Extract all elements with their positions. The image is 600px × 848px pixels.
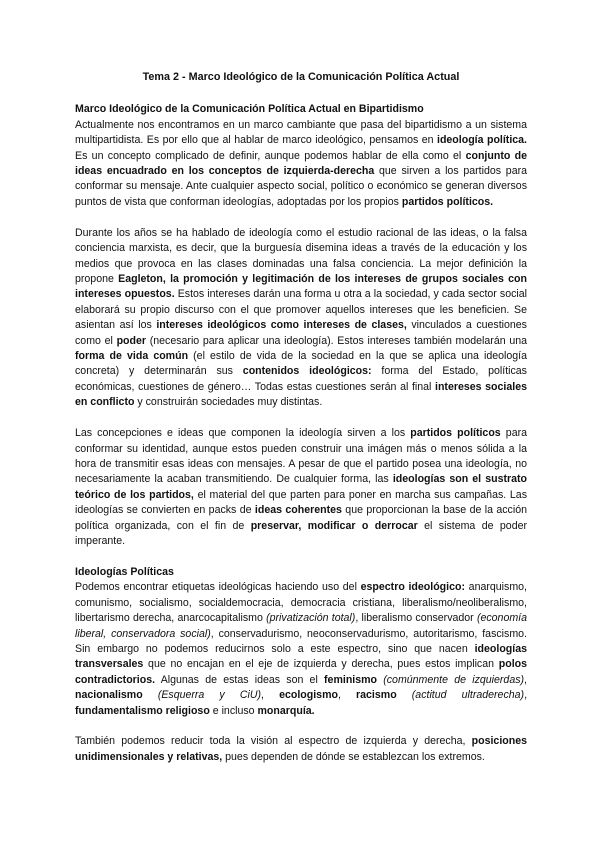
text-run: que sirven a los partidos para conformar su mensaje. Ante cualquier aspecto social, político o económico se generan diversos puntos de vista que conforman ideologías, adoptadas por los propios (75, 165, 528, 208)
bold-text: preservar, modificar o derrocar (250, 519, 418, 532)
document-title: Tema 2 - Marco Ideológico de la Comunicación Política Actual (142, 71, 460, 83)
section-heading-ideologias: Ideologías Políticas (75, 565, 174, 578)
text-run: (necesario para aplicar una ideología). Estos intereses también modelarán una (146, 334, 527, 347)
section-heading-bipartidismo: Marco Ideológico de la Comunicación Política Actual en Bipartidismo (75, 103, 424, 116)
text-run: , liberalismo conservador (355, 612, 477, 625)
text-run: que proporcionan la base de la acción política organizada, con el fin de (75, 504, 527, 532)
bold-text: poder (116, 334, 147, 347)
text-run: pues dependen de dónde se establezcan los extremos. (222, 750, 485, 763)
text-run: , conservadurismo, neoconservadurismo, autoritarismo, fascismo. Sin embargo no podemos reducirnos solo a este espectro, sino que nacen (75, 627, 527, 655)
text-run: , (524, 673, 527, 686)
bold-text: contenidos ideológicos: (242, 365, 372, 378)
bold-text: forma de vida común (75, 350, 189, 362)
bold-text: posiciones unidimensionales y relativas, (75, 735, 527, 763)
text-run: que no encajan en el eje de izquierda y derecha, pues estos implican (143, 658, 499, 671)
text-run: vinculados a cuestiones como el (75, 319, 527, 347)
bold-text: polos contradictorios. (75, 658, 527, 686)
bold-text: conjunto de ideas encuadrado en los conceptos de izquierda-derecha (75, 149, 527, 178)
text-run: y construirán sociedades muy distintas. (134, 396, 323, 409)
text-run: , (337, 689, 357, 702)
bold-text: ideologías son el sustrato teórico de los partidos, (75, 473, 528, 501)
text-run: Podemos encontrar etiquetas ideológicas haciendo uso del (75, 581, 361, 594)
bold-text: partidos políticos. (401, 195, 494, 208)
text-run: También podemos reducir toda la visión al espectro de izquierda y derecha, (75, 735, 472, 748)
bold-text: intereses sociales en conflicto (75, 380, 527, 409)
paragraph (75, 226, 527, 411)
italic-text: (privatización total) (266, 612, 356, 625)
text-run: , (261, 689, 280, 702)
text-run (397, 689, 412, 701)
bold-text: fundamentalismo religioso (75, 704, 210, 717)
text-run: el material del que parten para poner en marcha sus campañas. Las ideologías se convierten en packs de (75, 488, 527, 517)
document-page (75, 70, 527, 781)
bold-text: Eagleton, la promoción y legitimación de los intereses de grupos sociales con intereses opuestos. (75, 272, 527, 301)
text-run: , (524, 689, 528, 702)
italic-text: (economía liberal, conservadora social) (75, 612, 528, 640)
bold-text: ecologismo (279, 689, 338, 702)
italic-text: (comúnmente de izquierdas) (383, 673, 525, 686)
paragraph (75, 734, 527, 765)
text-run: (el estilo de vida de la sociedad en la que se aplica una ideología concreta) y determinarán sus (75, 350, 527, 378)
text-run: Las concepciones e ideas que componen la ideología sirven a los (75, 427, 411, 440)
text-run: Es un concepto complicado de definir, aunque podemos hablar de ella como el (75, 149, 466, 162)
text-run: Actualmente nos encontramos en un marco cambiante que pasa del bipartidismo a un sistema multipartidista. Es por ello que al hablar de marco ideológico, pensamos en (75, 118, 527, 147)
bold-text: partidos políticos (410, 427, 501, 440)
text-run: e incluso (209, 704, 258, 717)
text-run: Durante los años se ha hablado de ideología como el estudio racional de las ideas, o la falsa conciencia marxista, es decir, que la burguesía disemina ideas a través de la educación y los medios que provoca en las clases dominadas una falsa conciencia. La mejor definición la propone (75, 226, 527, 285)
italic-text: (actitud ultraderecha) (411, 689, 525, 702)
text-run: Algunas de estas ideas son el (155, 673, 325, 686)
bold-text: monarquía. (257, 704, 315, 717)
bold-text: intereses ideológicos como intereses de clases, (156, 319, 407, 332)
text-run (143, 689, 158, 701)
bold-text: racismo (356, 689, 397, 702)
text-run: anarquismo, comunismo, socialismo, socialdemocracia, democracia cristiana, liberalismo/neoliberalismo, libertarismo derecha, anarcocapitalismo (75, 581, 527, 625)
bold-text: nacionalismo (75, 689, 143, 702)
text-run: Estos intereses darán una forma u otra a la sociedad, y cada sector social elaborará su propio discurso con el que promover aquellos intereses que les beneficien. Se asientan así los (75, 288, 527, 332)
bold-text: ideologías transversales (75, 642, 527, 671)
text-run: el sistema de poder imperante. (75, 519, 528, 547)
bold-text: espectro ideológico: (360, 581, 465, 594)
paragraph (75, 580, 527, 719)
paragraph (75, 118, 527, 210)
paragraph (75, 426, 527, 549)
bold-text: feminismo (324, 673, 378, 686)
bold-text: ideología política. (437, 134, 527, 147)
text-run: para conformar su identidad, aunque estos pueden construir una imágen más o menos sólida a la hora de transmitir esas ideas con mensajes. A pesar de que el partido posea una ideología, no necesariamente la acaban transmitiendo. De cualquier forma, las (75, 427, 528, 486)
text-run: forma del Estado, políticas económicas, cuestiones de género… Todas estas cuestiones serán al final (75, 365, 527, 393)
bold-text: ideas coherentes (254, 504, 342, 517)
italic-text: (Esquerra y CiU) (157, 689, 262, 702)
